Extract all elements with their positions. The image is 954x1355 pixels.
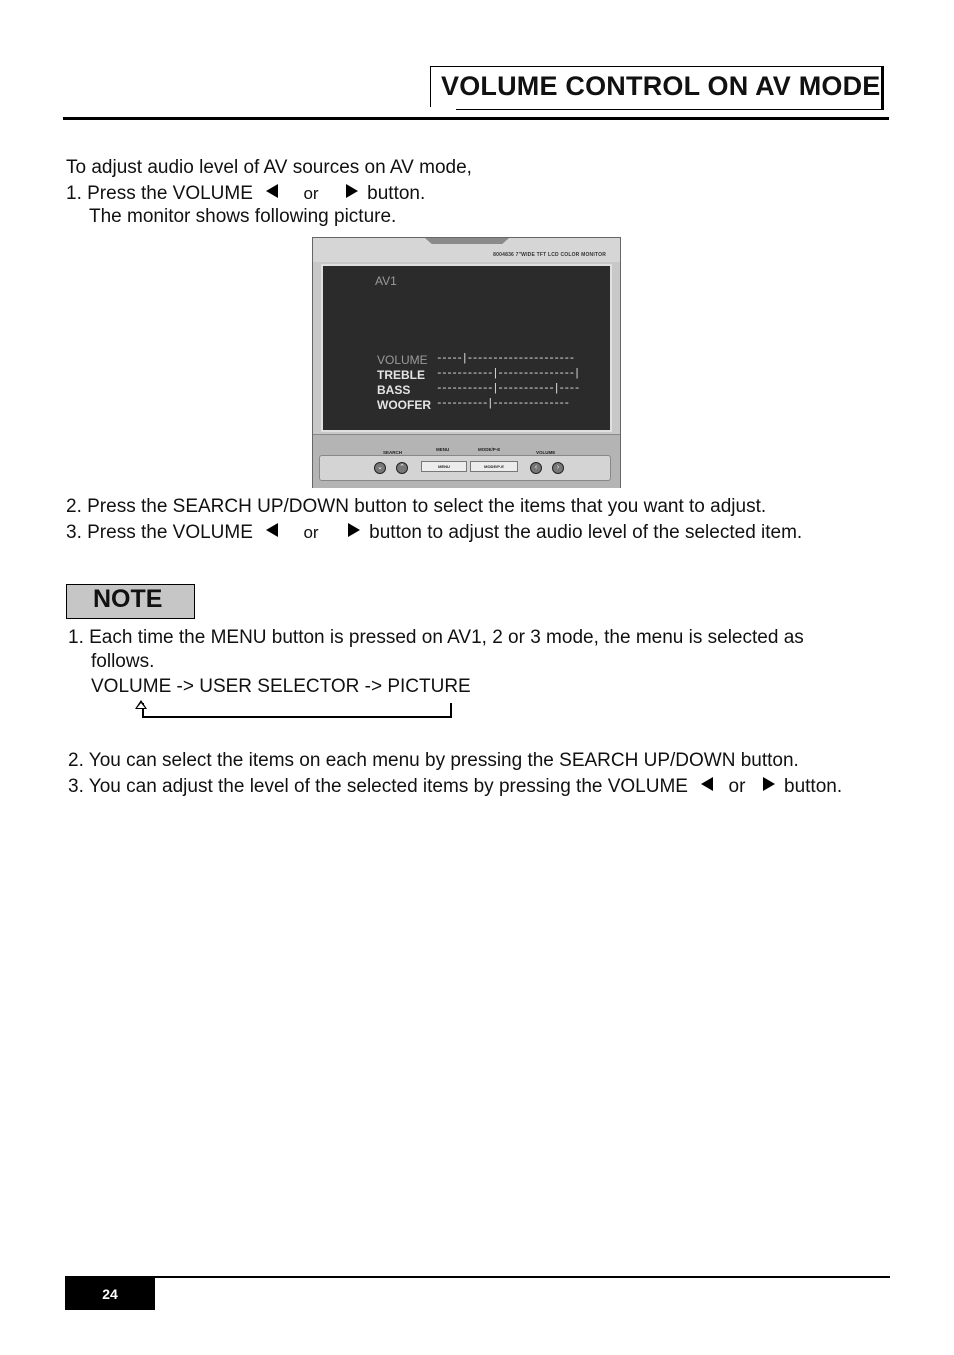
step-1-prefix: 1. Press the VOLUME [66,183,253,204]
note-item-3-prefix: 3. You can adjust the level of the selected items by pressing the VOLUME [68,776,688,797]
note-box [66,584,195,619]
monitor-screen [321,264,612,432]
osd-label-treble: TREBLE [377,368,425,382]
panel-slot-mode: MODE/P-E [470,461,518,472]
volume-left-icon [266,184,278,198]
monitor-top-tab [425,238,509,244]
title-box-notch [430,107,456,111]
note-item-3-suffix: button. [784,776,843,797]
loop-arrow-line [142,716,452,718]
volume-left-icon [266,523,278,537]
loop-arrow-right-stem [450,703,452,717]
osd-bar-volume: -----|--------------------- [436,353,574,365]
panel-label-search: SEARCH [383,450,403,455]
step-2: 2. Press the SEARCH UP/DOWN button to select the items that you want to adjust. [66,496,767,517]
step-3-or: or [303,523,319,542]
osd-label-volume: VOLUME [377,353,428,367]
monitor-brand: 8004836 7"WIDE TFT LCD COLOR MONITOR [493,252,606,258]
note-item-3-or: or [728,776,746,797]
osd-bar-woofer: ----------|--------------- [436,398,569,410]
page-title: VOLUME CONTROL ON AV MODE [441,71,881,101]
volume-right-icon [348,523,360,537]
note-label: NOTE [93,585,163,613]
panel-label-mode: MODE/P-E [478,447,501,452]
volume-right-icon [763,777,775,791]
note-item-3 [68,776,842,798]
monitor-panel-inner [319,455,611,481]
note-item-1-line-1: 1. Each time the MENU button is pressed on AV1, 2 or 3 mode, the menu is selected as [68,627,804,648]
step-3-suffix: button to adjust the audio level of the selected item. [369,522,803,543]
volume-right-icon [346,184,358,198]
panel-slot-menu: MENU [421,461,467,472]
step-1-or: or [303,184,319,203]
footer-rule [65,1276,890,1278]
intro-line: To adjust audio level of AV sources on AV mode, [66,157,472,178]
note-item-2: 2. You can select the items on each menu by pressing the SEARCH UP/DOWN button. [68,750,799,771]
osd-label-woofer: WOOFER [377,398,431,412]
note-item-1-sequence: VOLUME -> USER SELECTOR -> PICTURE [91,676,471,697]
note-item-1-line-2: follows. [91,651,155,672]
monitor-control-panel [313,434,620,488]
osd-bar-treble: -----------|---------------| [436,368,579,380]
header-rule [63,117,889,120]
search-up-icon: ⌃ [396,462,408,474]
step-1 [66,183,425,205]
monitor-illustration [312,237,621,488]
volume-left-icon [701,777,713,791]
search-down-icon: ⌄ [374,462,386,474]
page-number-box [65,1278,155,1310]
panel-label-volume: VOLUME [536,450,556,455]
step-3-prefix: 3. Press the VOLUME [66,522,253,543]
volume-down-knob-icon: ‹ [530,462,542,474]
volume-up-knob-icon: › [552,462,564,474]
step-3 [66,522,802,544]
osd-bar-bass: -----------|-----------|---- [436,383,579,395]
step-1-sub: The monitor shows following picture. [89,206,397,227]
title-box [430,66,884,110]
osd-source: AV1 [375,274,397,288]
panel-label-menu: MENU [436,447,450,452]
page-number: 24 [102,1286,118,1302]
step-1-suffix: button. [367,183,426,204]
osd-label-bass: BASS [377,383,411,397]
loop-arrow-head-cover [137,703,145,708]
